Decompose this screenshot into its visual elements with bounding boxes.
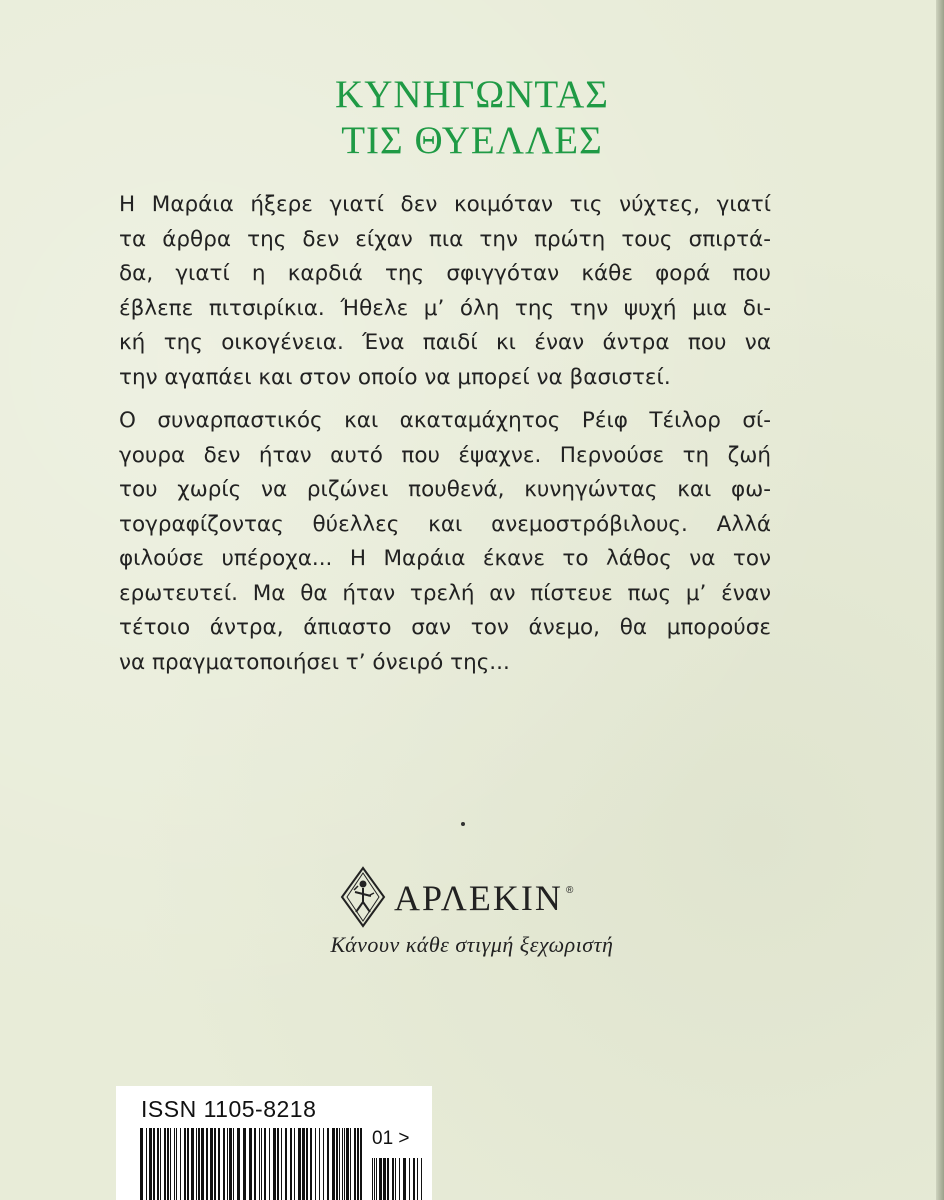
barcode-bar <box>176 1128 177 1200</box>
barcode-bar <box>146 1128 147 1200</box>
barcode-bar <box>344 1128 345 1200</box>
barcode-bar <box>281 1128 282 1200</box>
barcode-bar <box>387 1158 389 1200</box>
barcode-bar <box>269 1128 270 1200</box>
barcode-bars <box>140 1128 366 1200</box>
blurb-line: ερωτευτεί. Μα θα ήταν τρελή αν πίστευε πως μ’ έναν <box>119 580 771 606</box>
barcode-bar <box>227 1128 228 1200</box>
blurb-line: Ο συναρπαστικός και ακαταμάχητος Ρέιφ Τέιλορ σί- <box>119 408 771 433</box>
book-title-line-1: ΚΥΝΗΓΩΝΤΑΣ <box>335 73 609 116</box>
harlequin-diamond-icon <box>340 866 386 928</box>
publisher-name: ΑΡΛΕΚΙΝ <box>394 878 563 918</box>
barcode-bar <box>290 1128 292 1200</box>
barcode-bar <box>323 1128 324 1200</box>
barcode-bar <box>180 1128 181 1200</box>
barcode-bar <box>277 1128 279 1200</box>
barcode-bar <box>342 1128 343 1200</box>
barcode-bar <box>261 1128 262 1200</box>
barcode-bar <box>174 1128 175 1200</box>
blurb-line: τογραφίζοντας θύελλες και ανεμοστρόβιλους. Αλλά <box>119 511 771 537</box>
barcode-bar <box>191 1128 194 1200</box>
barcode-bar <box>198 1128 200 1200</box>
barcode-bar <box>170 1128 171 1200</box>
decorative-dot <box>461 822 465 826</box>
barcode-bar <box>157 1128 159 1200</box>
barcode-bar <box>218 1128 220 1200</box>
barcode-bar <box>327 1128 329 1200</box>
barcode-bar <box>306 1128 308 1200</box>
barcode-bar <box>383 1158 386 1200</box>
barcode-bar <box>196 1128 197 1200</box>
barcode-bar <box>413 1158 415 1200</box>
barcode-bar <box>206 1128 208 1200</box>
barcode-bar <box>214 1128 216 1200</box>
barcode-bar <box>264 1128 266 1200</box>
barcode-bar <box>298 1128 301 1200</box>
barcode-bar <box>403 1158 406 1200</box>
blurb-paragraph-1 <box>119 188 771 395</box>
blurb-line: έβλεπε πιτσιρίκια. Ήθελε μ’ όλη της την ψυχή μια δι- <box>119 295 771 321</box>
book-spine-edge <box>936 0 944 1200</box>
barcode-bar <box>336 1128 338 1200</box>
barcode-bar <box>140 1128 143 1200</box>
barcode-bar <box>167 1128 169 1200</box>
barcode-bar <box>315 1128 316 1200</box>
blurb-line: κή της οικογένεια. Ένα παιδί κι έναν άντρα που να <box>119 330 771 355</box>
blurb-line: την αγαπάει και στον οποίο να μπορεί να βασιστεί. <box>119 364 671 390</box>
barcode-bar <box>229 1128 232 1200</box>
barcode-addon-bars <box>372 1158 422 1200</box>
barcode-bar <box>233 1128 234 1200</box>
book-title-line-2: ΤΙΣ ΘΥΕΛΛΕΣ <box>341 119 603 162</box>
barcode-bar <box>153 1128 155 1200</box>
blurb-paragraph-2 <box>119 404 771 680</box>
barcode-bar <box>374 1158 375 1200</box>
barcode-bar <box>357 1128 359 1200</box>
barcode-suffix: 01 > <box>372 1128 410 1149</box>
barcode-bar <box>210 1128 213 1200</box>
barcode-bar <box>360 1128 362 1200</box>
barcode-bar <box>319 1128 320 1200</box>
barcode-bar <box>417 1158 418 1200</box>
barcode-bar <box>160 1128 161 1200</box>
barcode-bar <box>302 1128 305 1200</box>
barcode-bar <box>223 1128 225 1200</box>
barcode-bar <box>399 1158 400 1200</box>
registered-mark: ® <box>566 885 574 896</box>
blurb-line: τέτοιο άντρα, άπιαστο σαν τον άνεμο, θα μπορούσε <box>119 615 771 640</box>
blurb-line: φιλούσε υπέροχα... Η Μαράια έκανε το λάθος να τον <box>119 546 771 571</box>
barcode-bar <box>421 1158 422 1200</box>
barcode-bar <box>201 1128 204 1200</box>
barcode-bar <box>187 1128 189 1200</box>
barcode-bar <box>354 1128 356 1200</box>
barcode-bar <box>392 1158 394 1200</box>
barcode-bar <box>332 1128 335 1200</box>
barcode-bar <box>249 1128 252 1200</box>
barcode-bar <box>184 1128 186 1200</box>
blurb-line: δα, γιατί η καρδιά της σφιγγόταν κάθε φορά που <box>119 261 771 286</box>
barcode-bar <box>243 1128 246 1200</box>
barcode-bar <box>310 1128 312 1200</box>
blurb-line: γουρα δεν ήταν αυτό που έψαχνε. Περνούσε τη ζωή <box>119 442 771 468</box>
barcode-bar <box>376 1158 377 1200</box>
barcode-bar <box>254 1128 256 1200</box>
blurb-line: του χωρίς να ριζώνει πουθενά, κυνηγώντας και φω- <box>119 477 771 502</box>
publisher-tagline: Κάνουν κάθε στιγμή ξεχωριστή <box>330 932 614 957</box>
barcode-bar <box>237 1128 240 1200</box>
barcode-bar <box>372 1158 373 1200</box>
barcode-bar <box>395 1158 396 1200</box>
barcode-bar <box>346 1128 349 1200</box>
barcode-bar <box>285 1128 287 1200</box>
barcode-bar <box>339 1128 340 1200</box>
blurb-line: Η Μαράια ήξερε γιατί δεν κοιμόταν τις νύχτες, γιατί <box>119 192 771 217</box>
barcode-bar <box>259 1128 260 1200</box>
barcode-bar <box>149 1128 152 1200</box>
barcode-bar <box>294 1128 295 1200</box>
blurb-line: να πραγματοποιήσει τ’ όνειρό της... <box>119 649 510 675</box>
barcode-bar <box>350 1128 351 1200</box>
issn-number: ISSN 1105-8218 <box>141 1096 317 1122</box>
barcode-bar <box>409 1158 410 1200</box>
barcode-bar <box>379 1158 382 1200</box>
blurb-line: τα άρθρα της δεν είχαν πια την πρώτη τους σπιρτά- <box>119 226 771 252</box>
barcode-bar <box>164 1128 166 1200</box>
barcode-bar <box>273 1128 276 1200</box>
